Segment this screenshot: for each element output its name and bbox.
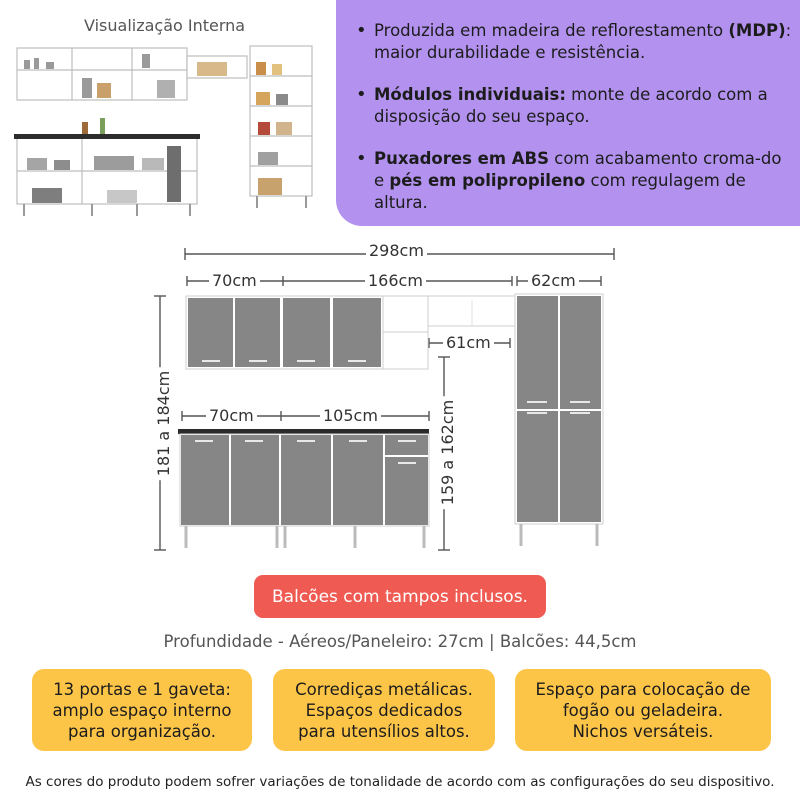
dim-upper-left: 70cm: [209, 271, 260, 290]
internal-view-illustration: [12, 38, 322, 223]
feature-bold-text: Puxadores em ABS: [374, 149, 550, 168]
dim-lower-left: 70cm: [206, 406, 257, 425]
feature-text: com regulagem de altura.: [374, 171, 746, 212]
features-panel: [336, 0, 800, 226]
highlight-doors: 13 portas e 1 gaveta: amplo espaço interno para organização.: [32, 669, 252, 751]
base-cabinets: [178, 429, 429, 548]
highlight-slides: Corrediças metálicas. Espaços dedicados para utensílios altos.: [273, 669, 495, 751]
dim-tall-width: 62cm: [528, 271, 579, 290]
dim-upper-mid: 166cm: [365, 271, 426, 290]
bullet-icon: •: [356, 20, 367, 41]
depth-note: Profundidade - Aéreos/Paneleiro: 27cm | Balcões: 44,5cm: [163, 632, 637, 651]
feature-text: Produzida em madeira de reflorestamento: [374, 21, 729, 40]
dim-gap-width: 61cm: [443, 333, 494, 352]
bullet-icon: •: [356, 84, 367, 105]
feature-bold-text: (MDP): [728, 21, 786, 40]
color-disclaimer: As cores do produto podem sofrer variações de tonalidade de acordo com as configurações do seu dispositivo.: [25, 774, 775, 790]
feature-item-handles: [356, 148, 796, 214]
bullet-icon: •: [356, 148, 367, 169]
countertop-banner: Balcões com tampos inclusos.: [254, 575, 546, 618]
dim-total-width: 298cm: [366, 241, 427, 260]
feature-bold-text: Módulos individuais:: [374, 85, 566, 104]
feature-bold-text: pés em polipropileno: [389, 171, 586, 190]
highlight-space: Espaço para colocação de fogão ou geladeira. Nichos versáteis.: [515, 669, 771, 751]
dim-lower-mid: 105cm: [320, 406, 381, 425]
internal-countertop: [14, 134, 200, 139]
feature-text: monte de acordo com a disposição do seu espaço.: [374, 85, 768, 126]
feature-text: com acabamento croma-do e: [374, 149, 782, 190]
dim-overall-height: 181 a 184cm: [154, 367, 173, 480]
dim-counter-height: 159 a 162cm: [438, 396, 457, 509]
internal-view-caption: Visualização Interna: [84, 16, 246, 35]
feature-text: : maior durabilidade e resistência.: [374, 21, 792, 62]
feature-item-mdp: [356, 20, 796, 64]
tall-pantry: [515, 294, 603, 546]
feature-item-modules: [356, 84, 796, 128]
